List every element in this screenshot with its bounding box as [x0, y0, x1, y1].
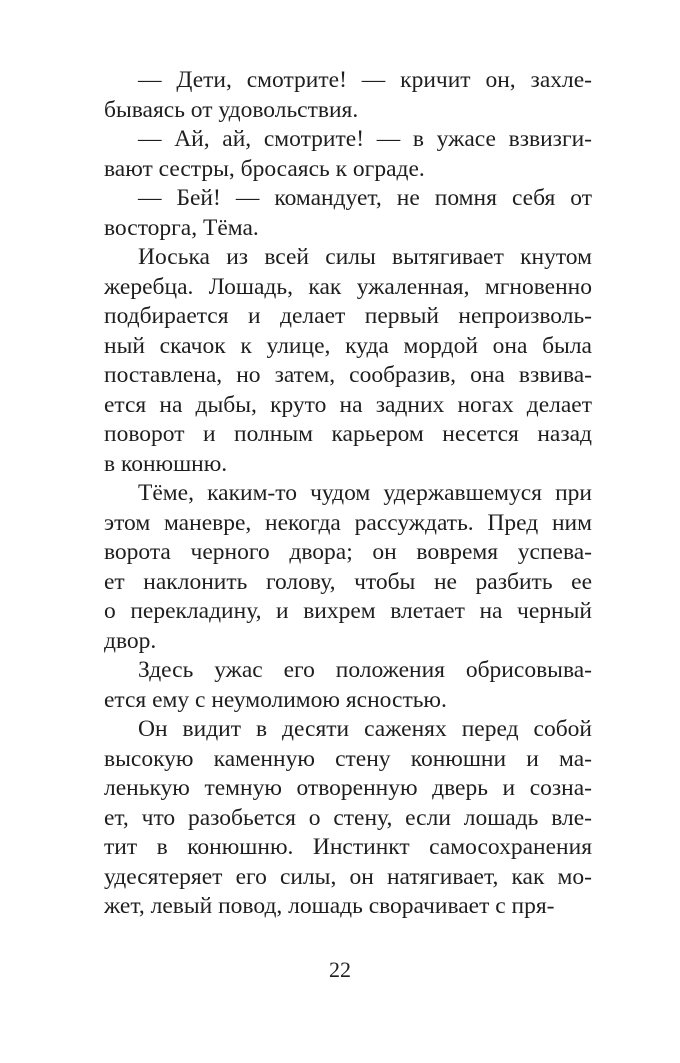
text-line: ный скачок к улице, куда мордой она была: [104, 332, 592, 359]
text-line: вают сестры, бросаясь к ограде.: [104, 155, 425, 182]
paragraph: [104, 656, 592, 715]
text-line: Он видит в десяти саженях перед собой: [138, 716, 592, 742]
text-line: поставлена, но затем, сообразив, она взвива-: [104, 362, 592, 388]
text-line: в конюшню.: [104, 450, 228, 477]
paragraph: [104, 125, 592, 184]
text-line: жеребца. Лошадь, как ужаленная, мгновенно: [104, 273, 592, 300]
text-line: ленькую темную отворенную дверь и созна-: [104, 775, 592, 801]
text-line: Здесь ужас его положения обрисовыва-: [138, 657, 592, 683]
text-line: двор.: [104, 627, 157, 654]
text-line: подбирается и делает первый непроизволь-: [104, 303, 592, 329]
body-text: [104, 66, 592, 922]
text-line: — Ай, ай, смотрите! — в ужасе взвизги-: [138, 126, 592, 152]
text-line: Иоська из всей силы вытягивает кнутом: [138, 244, 592, 270]
paragraph: [104, 184, 592, 243]
text-line: ет, что разобьется о стену, если лошадь вле-: [104, 804, 592, 831]
paragraph: [104, 66, 592, 125]
text-line: — Дети, смотрите! — кричит он, захле-: [138, 67, 592, 93]
text-line: о перекладину, и вихрем влетает на черный: [104, 598, 592, 624]
paragraph: [104, 243, 592, 479]
text-line: удесятеряет его силы, он натягивает, как мо-: [104, 863, 592, 890]
paragraph: [104, 715, 592, 922]
text-line: — Бей! — командует, не помня себя от: [138, 185, 592, 211]
text-line: жет, левый повод, лошадь сворачивает с пря-: [104, 893, 555, 919]
text-line: ворота черного двора; он вовремя успева-: [104, 539, 592, 565]
text-line: восторга, Тёма.: [104, 214, 259, 241]
text-line: тит в конюшню. Инстинкт самосохранения: [104, 834, 592, 860]
text-line: ется на дыбы, круто на задних ногах делает: [104, 391, 592, 418]
text-line: ет наклонить голову, чтобы не разбить ее: [104, 568, 592, 595]
text-line: бываясь от удовольствия.: [104, 96, 359, 123]
page-number: 22: [329, 957, 351, 982]
paragraph: [104, 479, 592, 656]
text-line: этом маневре, некогда рассуждать. Пред ним: [104, 509, 592, 536]
text-line: ется ему с неумолимою ясностью.: [104, 686, 447, 713]
text-line: Тёме, каким-то чудом удержавшемуся при: [138, 480, 592, 506]
text-line: высокую каменную стену конюшни и ма-: [104, 745, 592, 772]
text-line: поворот и полным карьером несется назад: [104, 421, 592, 447]
